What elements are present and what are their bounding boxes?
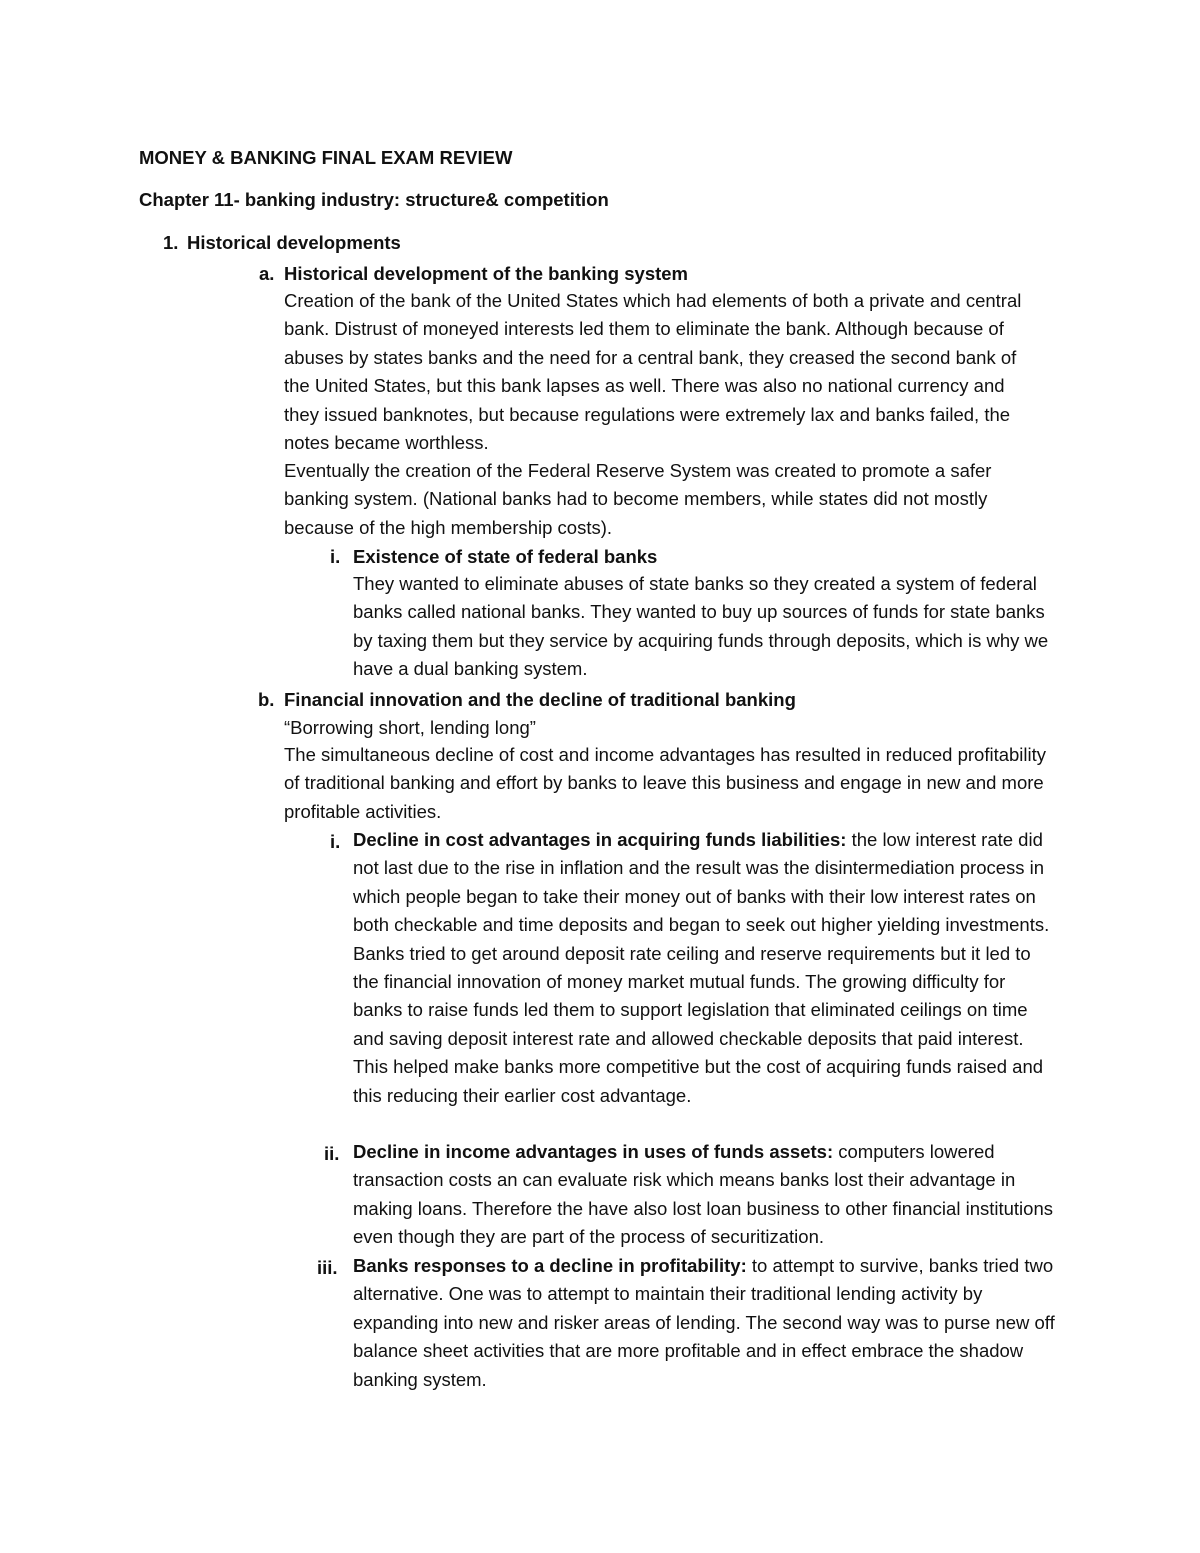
item-b-ii-title: Decline in income advantages in uses of funds assets: bbox=[353, 1141, 834, 1162]
item-b-i-title: Decline in cost advantages in acquiring funds liabilities: bbox=[353, 829, 847, 850]
subsection-b-quote: “Borrowing short, lending long” bbox=[284, 717, 536, 738]
list-marker-a: a. bbox=[259, 263, 275, 284]
list-marker-1: 1. bbox=[163, 232, 179, 253]
item-b-iii-text: to attempt to survive, banks tried two alternative. One was to attempt to maintain their traditional lending activity by expanding into new and risker areas of lending. The second way was to purse new off balance sheet activities that are more profitable and in effect embrace the shadow banking system. bbox=[353, 1255, 1055, 1390]
document-title: MONEY & BANKING FINAL EXAM REVIEW bbox=[139, 147, 513, 168]
item-b-ii-text: computers lowered transaction costs an can evaluate risk which means banks lost their advantage in making loans. Therefore the have also lost loan business to other financial institutions even though they are part of the process of securitization. bbox=[353, 1141, 1053, 1248]
section-1-title: Historical developments bbox=[187, 232, 401, 253]
list-marker-b-i: i. bbox=[330, 831, 341, 852]
list-marker-b: b. bbox=[258, 689, 275, 710]
subsection-b-paragraph: The simultaneous decline of cost and income advantages has resulted in reduced profitability of traditional banking and effort by banks to leave this business and engage in new and more profitable activities. bbox=[284, 744, 1047, 822]
chapter-heading: Chapter 11- banking industry: structure& competition bbox=[139, 189, 609, 210]
item-b-iii-title: Banks responses to a decline in profitability: bbox=[353, 1255, 747, 1276]
item-b-iii-block bbox=[353, 1252, 1058, 1394]
item-a-i-text: They wanted to eliminate abuses of state banks so they created a system of federal banks called national banks. They wanted to buy up sources of funds for state banks by taxing them but they service by acquiring funds through deposits, which is why we have a dual banking system. bbox=[353, 573, 1049, 680]
list-marker-b-ii: ii. bbox=[324, 1143, 340, 1164]
subsection-a-paragraph-2: Eventually the creation of the Federal Reserve System was created to promote a safer banking system. (National banks had to become members, while states did not mostly because of the high membership costs). bbox=[284, 460, 992, 538]
item-b-i-block bbox=[353, 826, 1058, 1110]
item-b-ii-block bbox=[353, 1138, 1058, 1252]
subsection-a-paragraph-1: Creation of the bank of the United States which had elements of both a private and central bank. Distrust of moneyed interests led them to eliminate the bank. Although because of abuses by states banks and the need for a central bank, they creased the second bank of the United States, but this bank lapses as well. There was also no national currency and they issued banknotes, but because regulations were extremely lax and banks failed, the notes became worthless. bbox=[284, 290, 1022, 454]
list-marker-a-i: i. bbox=[330, 546, 341, 567]
subsection-a-title: Historical development of the banking system bbox=[284, 263, 689, 284]
list-marker-b-iii: iii. bbox=[317, 1257, 338, 1278]
item-a-i-title: Existence of state of federal banks bbox=[353, 546, 658, 567]
item-b-i-text: the low interest rate did not last due to the rise in inflation and the result was the disintermediation process in which people began to take their money out of banks with their low interest rates on both checkable and time deposits and began to seek out higher yielding investments. Banks tried to get around deposit rate ceiling and reserve requirements but it led to the financial innovation of money market mutual funds. The growing difficulty for banks to raise funds led them to support legislation that eliminated ceilings on time and saving deposit interest rate and allowed checkable deposits that paid interest. This helped make banks more competitive but the cost of acquiring funds raised and this reducing their earlier cost advantage. bbox=[353, 829, 1050, 1106]
subsection-b-title: Financial innovation and the decline of traditional banking bbox=[284, 689, 796, 710]
